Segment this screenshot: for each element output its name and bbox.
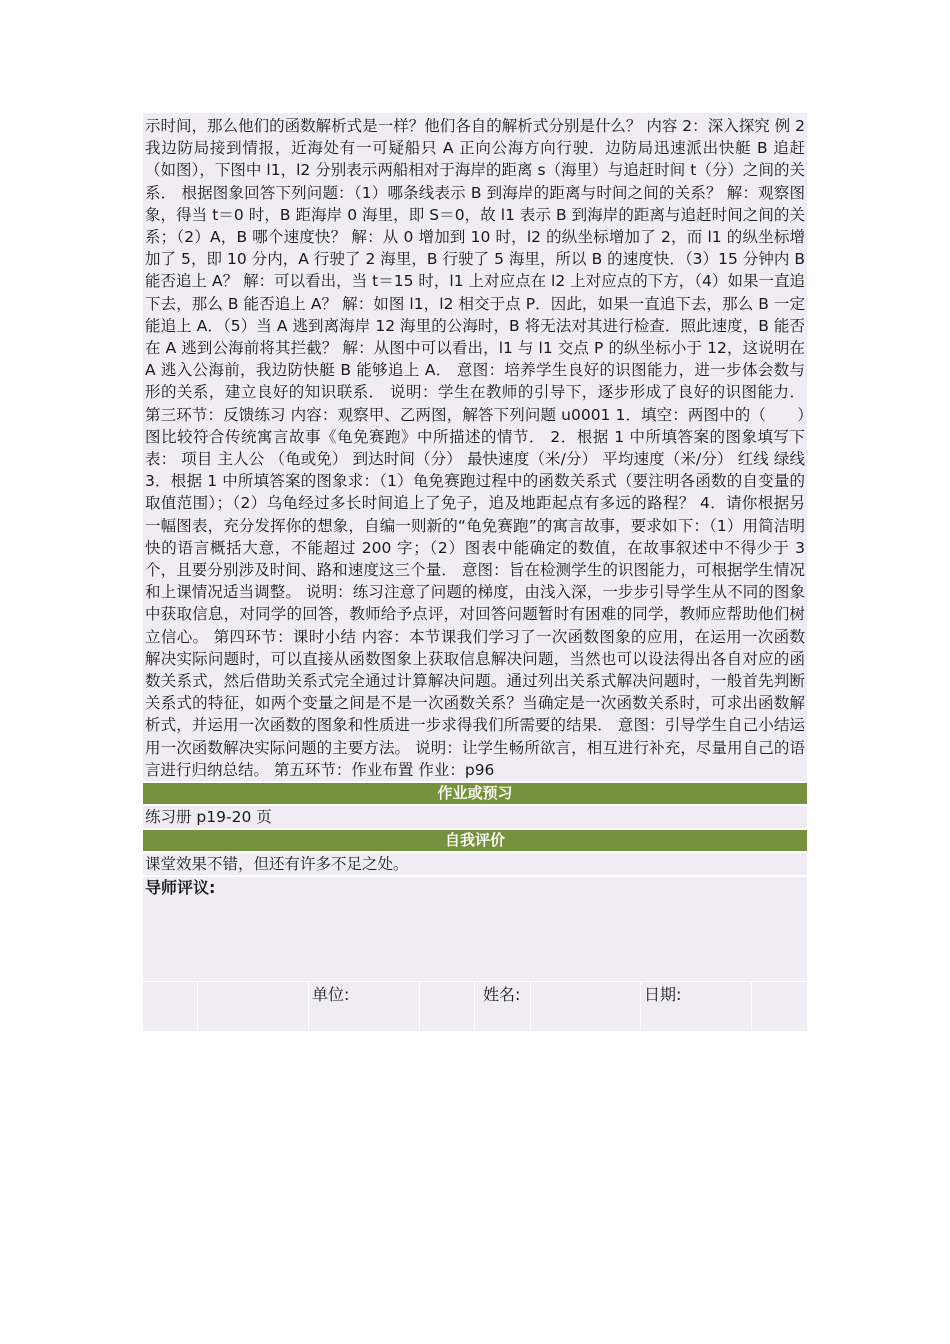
signature-blank-cell [198,981,309,1031]
signature-blank-cell [143,981,198,1031]
self-evaluation-content: 课堂效果不错，但还有许多不足之处。 [143,853,807,875]
unit-label: 单位: [309,981,420,1031]
homework-heading: 作业或预习 [143,783,807,804]
advisor-comment-box [143,877,807,981]
unit-value-cell [420,981,475,1031]
name-label: 姓名: [475,981,531,1031]
date-label: 日期: [641,981,752,1031]
name-value-cell [531,981,641,1031]
self-evaluation-heading: 自我评价 [143,830,807,851]
advisor-comment-label: 导师评议: [145,878,216,898]
lesson-body-paragraph: 示时间，那么他们的函数解析式是一样？他们各自的解析式分别是什么？ 内容 2：深入探究 例 2 我边防局接到情报，近海处有一可疑船只 A 正向公海方向行驶．边防局迅速派出快艇 B 追赶（如图），下图中 l1，l2 分别表示两船相对于海岸的距离 s（海里）与追赶时间 t（分）之间的关系． 根据图象回答下列问题：（1）哪条线表示 B 到海岸的距离与时间之间的关系？ 解：观察图象，得当 t＝0 时，B 距海岸 0 海里，即 S＝0，故 l1 表示 B 到海岸的距离与追赶时间之间的关系；（2）A，B 哪个速度快？ 解：从 0 增加到 10 时，l2 的纵坐标增加了 2，而 l1 的纵坐标增加了 5，即 10 分内，A 行驶了 2 海里，B 行驶了 5 海里，所以 B 的速度快．（3）15 分钟内 B 能否追上 A？ 解：可以看出，当 t＝15 时，l1 上对应点在 l2 上对应点的下方，（4）如果一直追下去，那么 B 能否追上 A？ 解：如图 l1，l2 相交于点 P．因此，如果一直追下去，那么 B 一定能追上 A．（5）当 A 逃到离海岸 12 海里的公海时，B 将无法对其进行检查．照此速度，B 能否在 A 逃到公海前将其拦截？ 解：从图中可以看出，l1 与 l1 交点 P 的纵坐标小于 12，这说明在 A 逃入公海前，我边防快艇 B 能够追上 A． 意图：培养学生良好的识图能力，进一步体会数与形的关系，建立良好的知识联系． 说明：学生在教师的引导下，逐步形成了良好的识图能力． 第三环节：反馈练习 内容：观察甲、乙两图，解答下列问题 u0001 1．填空：两图中的（ ）图比较符合传统寓言故事《龟免赛跑》中所描述的情节． 2．根据 1 中所填答案的图象填写下表： 项目 主人公 （龟或免） 到达时间（分） 最快速度（米/分） 平均速度（米/分） 红线 绿线 3．根据 1 中所填答案的图象求：（1）龟免赛跑过程中的函数关系式（要注明各函数的自变量的取值范围）；（2）乌龟经过多长时间追上了免子，追及地距起点有多远的路程？ 4．请你根据另一幅图表，充分发挥你的想象，自编一则新的“龟免赛跑”的寓言故事，要求如下：（1）用简洁明快的语言概括大意，不能超过 200 字；（2）图表中能确定的数值，在故事叙述中不得少于 3 个，且要分别涉及时间、路和速度这三个量． 意图：旨在检测学生的识图能力，可根据学生情况和上课情况适当调整。 说明：练习注意了问题的梯度，由浅入深，一步步引导学生从不同的图象中获取信息，对同学的回答，教师给予点评，对回答问题暂时有困难的同学，教师应帮助他们树立信心。 第四环节：课时小结 内容：本节课我们学习了一次函数图象的应用，在运用一次函数解决实际问题时，可以直接从函数图象上获取信息解决问题，当然也可以设法得出各自对应的函数关系式，然后借助关系式完全通过计算解决问题。通过列出关系式解决问题时，一般首先判断关系式的特征，如两个变量之间是不是一次函数关系？当确定是一次函数关系时，可求出函数解析式，并运用一次函数的图象和性质进一步求得我们所需要的结果． 意图：引导学生自己小结运用一次函数解决实际问题的主要方法。 说明：让学生畅所欲言，相互进行补充，尽量用自己的语言进行归纳总结。 第五环节：作业布置 作业：p96 [143,113,807,781]
homework-content: 练习册 p19-20 页 [143,806,807,828]
date-value-cell [752,981,807,1031]
lesson-plan-document [143,113,807,1031]
signature-row [143,981,807,1031]
